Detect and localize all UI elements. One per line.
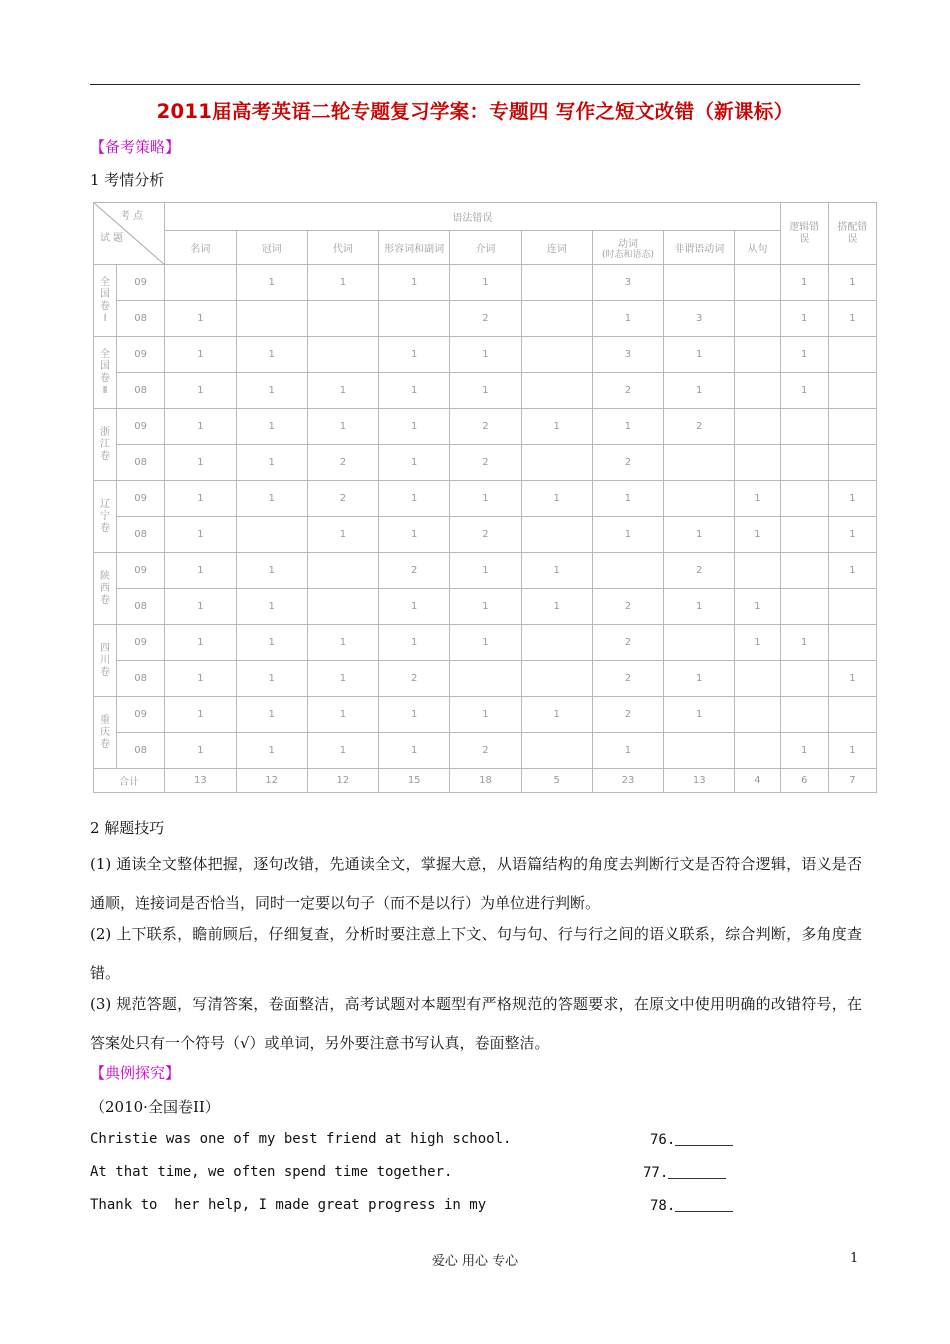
count-cell: 1 — [307, 661, 378, 697]
count-cell — [735, 265, 780, 301]
year-cell: 08 — [117, 517, 165, 553]
count-cell — [379, 301, 450, 337]
count-cell — [664, 481, 735, 517]
count-cell: 1 — [664, 697, 735, 733]
count-cell: 1 — [735, 625, 780, 661]
blank-underline — [675, 1197, 733, 1212]
count-cell: 2 — [592, 661, 663, 697]
count-cell: 3 — [664, 301, 735, 337]
count-cell — [521, 337, 592, 373]
count-cell: 1 — [450, 697, 521, 733]
line-number: 77. — [643, 1165, 669, 1181]
count-cell: 1 — [307, 373, 378, 409]
count-cell: 1 — [521, 589, 592, 625]
answer-blank — [643, 1164, 726, 1181]
year-cell: 08 — [117, 661, 165, 697]
count-cell: 1 — [379, 445, 450, 481]
count-cell: 1 — [664, 337, 735, 373]
count-cell: 1 — [379, 409, 450, 445]
table-row — [94, 733, 877, 769]
table-row — [94, 553, 877, 589]
count-cell: 1 — [828, 733, 876, 769]
count-cell — [780, 553, 828, 589]
count-cell — [664, 265, 735, 301]
count-cell: 2 — [450, 517, 521, 553]
count-cell: 1 — [236, 733, 307, 769]
count-cell: 1 — [379, 517, 450, 553]
count-cell — [735, 445, 780, 481]
totals-row — [94, 769, 877, 793]
count-cell — [664, 625, 735, 661]
count-cell: 1 — [592, 733, 663, 769]
passage-line: At that time, we often spend time together. — [90, 1164, 453, 1180]
table-row — [94, 481, 877, 517]
total-cell: 4 — [735, 769, 780, 793]
count-cell: 1 — [780, 625, 828, 661]
table-row — [94, 301, 877, 337]
grammar-group-header: 语法错误 — [165, 203, 780, 231]
count-cell: 1 — [379, 589, 450, 625]
count-cell: 1 — [165, 625, 236, 661]
column-header: 形容词和副词 — [379, 231, 450, 265]
count-cell: 1 — [664, 661, 735, 697]
year-cell: 08 — [117, 733, 165, 769]
count-cell: 1 — [592, 481, 663, 517]
year-cell: 08 — [117, 373, 165, 409]
count-cell — [828, 337, 876, 373]
count-cell: 1 — [828, 661, 876, 697]
column-header: 从句 — [735, 231, 780, 265]
count-cell: 1 — [780, 301, 828, 337]
count-cell — [735, 661, 780, 697]
count-cell — [828, 697, 876, 733]
count-cell: 2 — [592, 589, 663, 625]
count-cell — [828, 409, 876, 445]
count-cell: 2 — [592, 445, 663, 481]
count-cell: 1 — [165, 301, 236, 337]
analysis-grid — [93, 202, 877, 793]
count-cell: 1 — [165, 409, 236, 445]
year-cell: 08 — [117, 445, 165, 481]
count-cell — [780, 661, 828, 697]
count-cell — [592, 553, 663, 589]
table-row — [94, 445, 877, 481]
count-cell — [521, 625, 592, 661]
passage-line: Thank to her help, I made great progress in my — [90, 1197, 487, 1213]
count-cell: 1 — [780, 733, 828, 769]
count-cell: 2 — [307, 481, 378, 517]
column-header: 代词 — [307, 231, 378, 265]
count-cell: 1 — [828, 553, 876, 589]
table-row — [94, 589, 877, 625]
count-cell: 1 — [379, 481, 450, 517]
section-heading-examples: 【典例探究】 — [90, 1064, 181, 1082]
table-row — [94, 697, 877, 733]
count-cell: 2 — [664, 409, 735, 445]
total-cell: 12 — [307, 769, 378, 793]
column-header-verb — [592, 231, 663, 265]
table-row — [94, 373, 877, 409]
count-cell: 1 — [780, 337, 828, 373]
count-cell: 1 — [236, 625, 307, 661]
subheading-tips: 2 解题技巧 — [90, 819, 165, 837]
total-cell: 23 — [592, 769, 663, 793]
count-cell: 1 — [450, 373, 521, 409]
count-cell: 1 — [592, 517, 663, 553]
count-cell — [735, 301, 780, 337]
count-cell: 1 — [307, 733, 378, 769]
count-cell — [664, 733, 735, 769]
count-cell — [521, 301, 592, 337]
count-cell: 1 — [165, 517, 236, 553]
count-cell: 1 — [521, 409, 592, 445]
column-header: 介词 — [450, 231, 521, 265]
count-cell: 1 — [780, 265, 828, 301]
section-heading-strategy: 【备考策略】 — [90, 138, 181, 156]
count-cell: 1 — [165, 553, 236, 589]
page-number: 1 — [850, 1251, 859, 1266]
year-cell: 09 — [117, 409, 165, 445]
province-cell: 辽宁卷 — [94, 481, 117, 553]
count-cell: 1 — [735, 517, 780, 553]
column-header: 非谓语动词 — [664, 231, 735, 265]
count-cell: 1 — [592, 301, 663, 337]
count-cell — [521, 445, 592, 481]
count-cell — [828, 625, 876, 661]
subheading-analysis: 1 考情分析 — [90, 171, 165, 189]
header-rule — [90, 84, 860, 85]
line-number: 76. — [650, 1132, 676, 1148]
count-cell: 2 — [379, 661, 450, 697]
count-cell: 1 — [450, 553, 521, 589]
count-cell: 1 — [379, 265, 450, 301]
count-cell: 1 — [165, 589, 236, 625]
count-cell — [735, 373, 780, 409]
blank-underline — [675, 1131, 733, 1146]
count-cell — [307, 301, 378, 337]
total-cell: 18 — [450, 769, 521, 793]
count-cell: 1 — [521, 553, 592, 589]
count-cell: 1 — [450, 589, 521, 625]
count-cell — [780, 445, 828, 481]
count-cell — [780, 517, 828, 553]
count-cell: 1 — [236, 265, 307, 301]
total-cell: 7 — [828, 769, 876, 793]
count-cell: 1 — [236, 589, 307, 625]
year-cell: 09 — [117, 265, 165, 301]
count-cell — [307, 337, 378, 373]
example-source: （2010·全国卷II） — [90, 1098, 220, 1116]
count-cell: 1 — [165, 373, 236, 409]
total-cell: 13 — [664, 769, 735, 793]
year-cell: 08 — [117, 589, 165, 625]
total-cell: 6 — [780, 769, 828, 793]
count-cell — [735, 553, 780, 589]
total-cell: 12 — [236, 769, 307, 793]
count-cell: 1 — [664, 517, 735, 553]
table-row — [94, 337, 877, 373]
total-cell: 5 — [521, 769, 592, 793]
count-cell: 1 — [780, 373, 828, 409]
count-cell — [236, 301, 307, 337]
count-cell — [828, 373, 876, 409]
count-cell: 1 — [828, 481, 876, 517]
table-row — [94, 661, 877, 697]
tip-paragraph: (2) 上下联系，瞻前顾后，仔细复查，分析时要注意上下文、句与句、行与行之间的语义联系，综合判断，多角度查错。 — [90, 925, 862, 982]
answer-blank — [650, 1131, 733, 1148]
line-number: 78. — [650, 1198, 676, 1214]
count-cell — [165, 265, 236, 301]
count-cell: 1 — [236, 409, 307, 445]
count-cell: 1 — [379, 337, 450, 373]
total-cell: 15 — [379, 769, 450, 793]
year-cell: 09 — [117, 697, 165, 733]
count-cell — [828, 445, 876, 481]
count-cell — [307, 553, 378, 589]
count-cell: 1 — [236, 337, 307, 373]
count-cell — [780, 481, 828, 517]
count-cell: 1 — [592, 409, 663, 445]
count-cell: 1 — [379, 733, 450, 769]
count-cell — [521, 661, 592, 697]
count-cell — [780, 409, 828, 445]
count-cell — [521, 373, 592, 409]
table-row — [94, 265, 877, 301]
count-cell — [780, 697, 828, 733]
count-cell: 1 — [307, 517, 378, 553]
count-cell: 1 — [236, 553, 307, 589]
count-cell — [521, 265, 592, 301]
count-cell: 1 — [307, 697, 378, 733]
count-cell: 1 — [165, 445, 236, 481]
year-cell: 09 — [117, 625, 165, 661]
province-cell: 全国卷Ⅱ — [94, 337, 117, 409]
exam-analysis-table — [93, 202, 877, 800]
count-cell: 1 — [165, 733, 236, 769]
province-cell: 全国卷Ⅰ — [94, 265, 117, 337]
count-cell: 1 — [165, 697, 236, 733]
table-row — [94, 625, 877, 661]
count-cell: 1 — [307, 625, 378, 661]
count-cell — [307, 589, 378, 625]
count-cell: 1 — [379, 373, 450, 409]
collocation-header: 搭配错误 — [828, 203, 876, 265]
count-cell: 2 — [379, 553, 450, 589]
page-footer: 爱心 用心 专心 — [431, 1254, 519, 1269]
column-header: 连词 — [521, 231, 592, 265]
total-cell: 13 — [165, 769, 236, 793]
province-cell: 四川卷 — [94, 625, 117, 697]
count-cell: 3 — [592, 265, 663, 301]
column-header: 动词 — [617, 238, 638, 250]
year-cell: 09 — [117, 553, 165, 589]
count-cell: 1 — [450, 265, 521, 301]
corner-top-label: 考 点 — [120, 211, 144, 222]
column-header: 名词 — [165, 231, 236, 265]
page-title: 2011届高考英语二轮专题复习学案：专题四 写作之短文改错（新课标） — [156, 100, 794, 123]
count-cell: 1 — [828, 265, 876, 301]
total-label: 合计 — [94, 769, 165, 793]
column-header: 冠词 — [236, 231, 307, 265]
count-cell: 3 — [592, 337, 663, 373]
count-cell: 1 — [307, 409, 378, 445]
count-cell — [450, 661, 521, 697]
corner-cell — [94, 203, 165, 265]
count-cell: 2 — [450, 445, 521, 481]
count-cell — [664, 445, 735, 481]
count-cell — [780, 589, 828, 625]
count-cell: 1 — [165, 481, 236, 517]
count-cell: 1 — [828, 517, 876, 553]
count-cell: 1 — [236, 697, 307, 733]
count-cell: 2 — [450, 409, 521, 445]
province-cell: 陕西卷 — [94, 553, 117, 625]
corner-bottom-label: 试 题 — [100, 233, 124, 244]
year-cell: 08 — [117, 301, 165, 337]
count-cell: 1 — [664, 589, 735, 625]
province-cell: 重庆卷 — [94, 697, 117, 769]
count-cell: 2 — [664, 553, 735, 589]
count-cell: 1 — [165, 661, 236, 697]
year-cell: 09 — [117, 481, 165, 517]
count-cell: 2 — [592, 697, 663, 733]
count-cell: 1 — [379, 625, 450, 661]
count-cell: 1 — [450, 625, 521, 661]
logic-header: 逻辑错误 — [780, 203, 828, 265]
count-cell — [521, 733, 592, 769]
year-cell: 09 — [117, 337, 165, 373]
count-cell: 2 — [592, 625, 663, 661]
count-cell: 1 — [165, 337, 236, 373]
tip-paragraph: (3) 规范答题，写清答案，卷面整洁，高考试题对本题型有严格规范的答题要求，在原文中使用明确的改错符号，在答案处只有一个符号（√）或单词，另外要注意书写认真，卷面整洁。 — [90, 995, 862, 1052]
count-cell — [735, 733, 780, 769]
count-cell — [735, 337, 780, 373]
count-cell: 2 — [450, 301, 521, 337]
count-cell: 1 — [307, 265, 378, 301]
count-cell: 1 — [236, 661, 307, 697]
count-cell: 2 — [307, 445, 378, 481]
count-cell: 2 — [592, 373, 663, 409]
count-cell: 1 — [735, 481, 780, 517]
count-cell: 1 — [828, 301, 876, 337]
count-cell: 1 — [735, 589, 780, 625]
verb-note: (时态和语态) — [601, 249, 654, 260]
count-cell: 1 — [236, 481, 307, 517]
count-cell — [236, 517, 307, 553]
count-cell: 1 — [521, 481, 592, 517]
count-cell: 1 — [236, 373, 307, 409]
count-cell: 1 — [664, 373, 735, 409]
count-cell: 1 — [450, 481, 521, 517]
count-cell — [521, 517, 592, 553]
blank-underline — [668, 1164, 726, 1179]
count-cell: 1 — [450, 337, 521, 373]
table-row — [94, 517, 877, 553]
table-row — [94, 409, 877, 445]
tip-paragraph: (1) 通读全文整体把握，逐句改错，先通读全文，掌握大意，从语篇结构的角度去判断行文是否符合逻辑，语义是否通顺，连接词是否恰当，同时一定要以句子（而不是以行）为单位进行判断。 — [90, 855, 862, 912]
count-cell: 1 — [521, 697, 592, 733]
answer-blank — [650, 1197, 733, 1214]
count-cell — [735, 697, 780, 733]
count-cell: 2 — [450, 733, 521, 769]
count-cell: 1 — [236, 445, 307, 481]
count-cell: 1 — [379, 697, 450, 733]
count-cell — [828, 589, 876, 625]
count-cell — [735, 409, 780, 445]
passage-line: Christie was one of my best friend at high school. — [90, 1131, 512, 1147]
province-cell: 浙江卷 — [94, 409, 117, 481]
